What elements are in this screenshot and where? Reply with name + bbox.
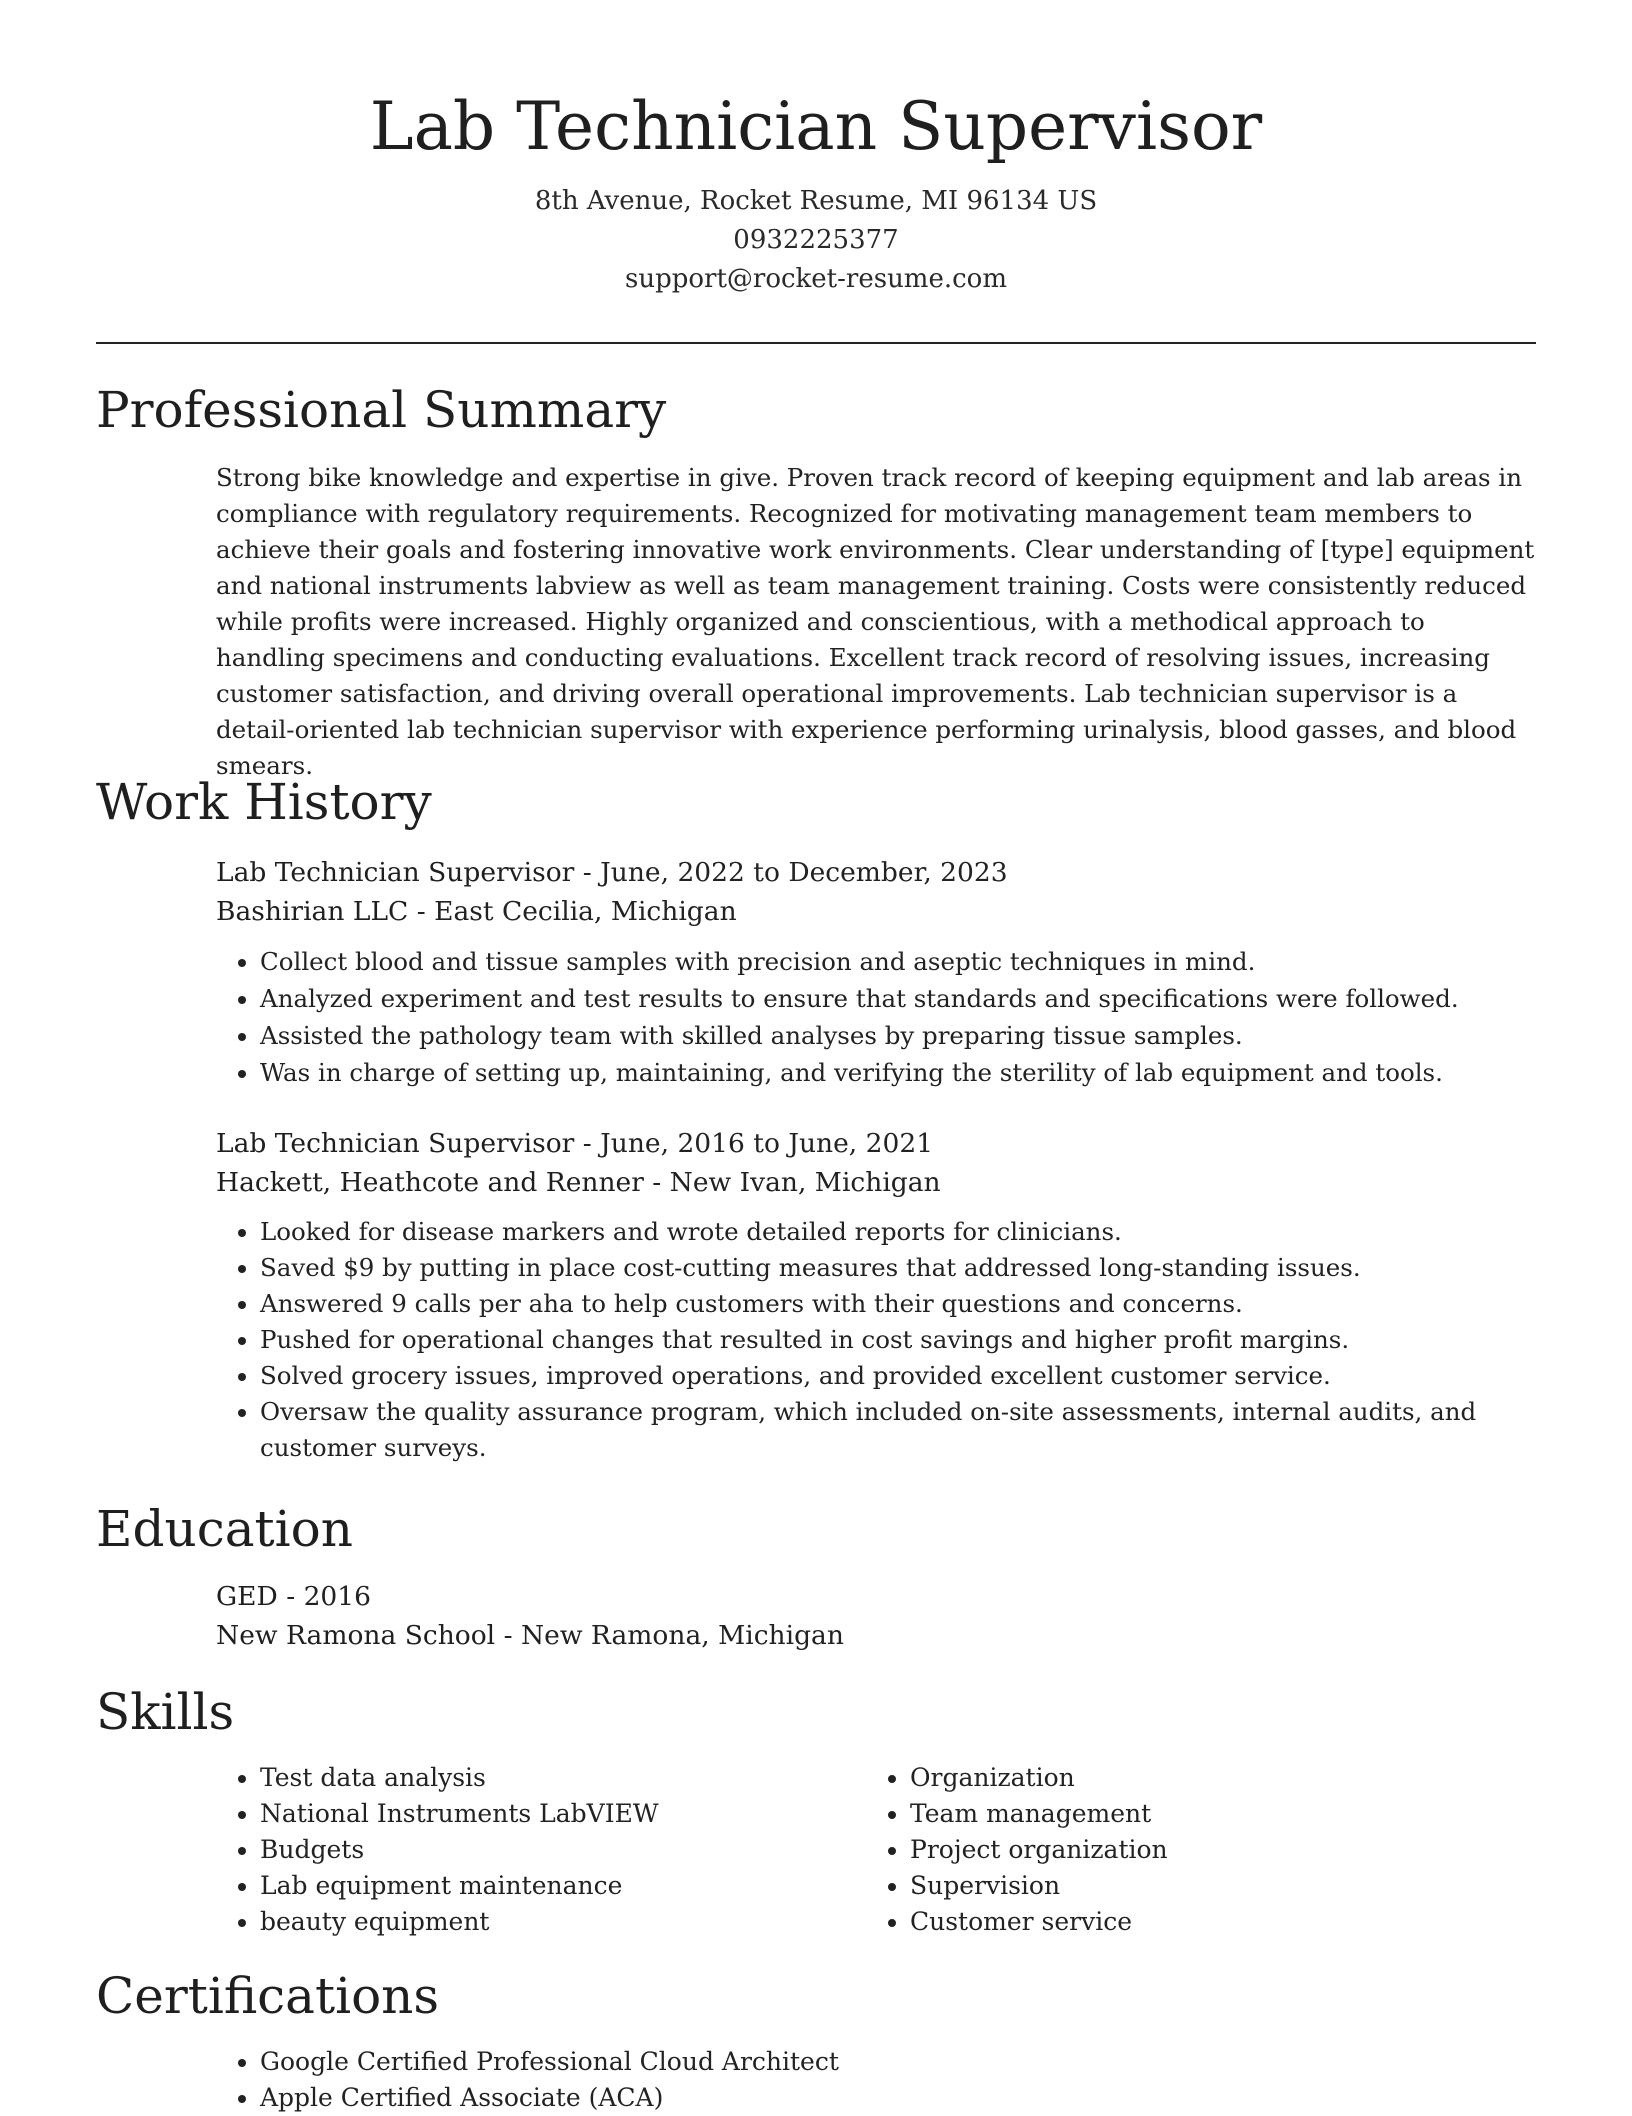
- certification-item: • Google Certified Professional Cloud Architect: [260, 2044, 1536, 2080]
- skill-item: • Team management: [910, 1796, 1486, 1832]
- skill-item: • Supervision: [910, 1868, 1486, 1904]
- job-place-line: [216, 892, 1536, 931]
- job-title-line: [216, 1124, 1536, 1163]
- contact-phone: 0932225377: [733, 225, 899, 255]
- resume-header: [0, 84, 1632, 299]
- job-entry: [216, 1124, 1536, 1466]
- job-bullet: • Looked for disease markers and wrote detailed reports for clinicians.: [260, 1214, 1536, 1250]
- job-bullet: • Pushed for operational changes that resulted in cost savings and higher profit margins.: [260, 1322, 1536, 1358]
- job-bullets: [216, 943, 1536, 1091]
- job-role: Lab Technician Supervisor: [216, 857, 575, 888]
- summary-text: Strong bike knowledge and expertise in give. Proven track record of keeping equipment and lab areas in compliance with regulatory requirements. Recognized for motivating management team members to achieve their goals and fostering innovative work environments. Clear understanding of [type] equipment and national instruments labview as well as team management training. Costs were consistently reduced while profits were increased. Highly organized and conscientious, with a methodical approach to handling specimens and conducting evaluations. Excellent track record of resolving issues, increasing customer satisfaction, and driving overall operational improvements. Lab technician supervisor is a detail-oriented lab technician supervisor with experience performing urinalysis, blood gasses, and blood smears.: [216, 463, 1535, 780]
- work-history-heading: Work History: [96, 773, 432, 831]
- job-bullet: • Assisted the pathology team with skilled analyses by preparing tissue samples.: [260, 1017, 1536, 1054]
- education-year: - 2016: [277, 1581, 372, 1612]
- education-degree: GED: [216, 1581, 278, 1612]
- skills-heading: Skills: [96, 1683, 235, 1741]
- summary-heading: Professional Summary: [96, 381, 667, 439]
- skills-list: [216, 1760, 836, 1940]
- job-title-line: [216, 853, 1536, 892]
- education-school: New Ramona School: [216, 1620, 496, 1651]
- summary-section: [216, 460, 1536, 784]
- job-company: Hackett, Heathcote and Renner: [216, 1167, 644, 1198]
- skills-column-right: [866, 1760, 1486, 1940]
- job-company: Bashirian LLC: [216, 896, 409, 927]
- job-dates: - June, 2022 to December, 2023: [574, 857, 1008, 888]
- certifications-heading: Certifications: [96, 1967, 440, 2025]
- skill-item: • Budgets: [260, 1832, 836, 1868]
- job-bullet: • Answered 9 calls per aha to help customers with their questions and concerns.: [260, 1286, 1536, 1322]
- job-role: Lab Technician Supervisor: [216, 1128, 575, 1159]
- job-bullets: [216, 1214, 1536, 1466]
- job-bullet: • Analyzed experiment and test results to ensure that standards and specifications were followed.: [260, 980, 1536, 1017]
- job-place-line: [216, 1163, 1536, 1202]
- job-bullet: • Solved grocery issues, improved operations, and provided excellent customer service.: [260, 1358, 1536, 1394]
- job-location: - New Ivan, Michigan: [643, 1167, 941, 1198]
- job-bullet: • Was in charge of setting up, maintaining, and verifying the sterility of lab equipment and tools.: [260, 1054, 1536, 1091]
- job-bullet: • Collect blood and tissue samples with precision and aseptic techniques in mind.: [260, 943, 1536, 980]
- header-divider: [96, 342, 1536, 344]
- education-degree-line: [216, 1577, 1536, 1616]
- certifications-list: [216, 2044, 1536, 2116]
- job-location: - East Cecilia, Michigan: [408, 896, 737, 927]
- job-dates: - June, 2016 to June, 2021: [574, 1128, 934, 1159]
- skill-item: • Project organization: [910, 1832, 1486, 1868]
- education-heading: Education: [96, 1500, 353, 1558]
- certification-item: • Apple Certified Associate (ACA): [260, 2080, 1536, 2116]
- contact-block: [0, 182, 1632, 299]
- education-school-line: [216, 1616, 1536, 1655]
- education-entry: [216, 1577, 1536, 1655]
- skills-list: [866, 1760, 1486, 1940]
- job-entry: [216, 853, 1536, 1091]
- job-bullet: • Saved $9 by putting in place cost-cutting measures that addressed long-standing issues.: [260, 1250, 1536, 1286]
- skill-item: • beauty equipment: [260, 1904, 836, 1940]
- skill-item: • Lab equipment maintenance: [260, 1868, 836, 1904]
- skill-item: • Organization: [910, 1760, 1486, 1796]
- contact-email[interactable]: support@rocket-resume.com: [624, 264, 1007, 294]
- job-bullet: • Oversaw the quality assurance program, which included on-site assessments, internal audits, and customer surveys.: [260, 1394, 1536, 1466]
- skill-item: • Customer service: [910, 1904, 1486, 1940]
- skill-item: • Test data analysis: [260, 1760, 836, 1796]
- skill-item: • National Instruments LabVIEW: [260, 1796, 836, 1832]
- candidate-name: Lab Technician Supervisor: [369, 88, 1263, 165]
- education-location: - New Ramona, Michigan: [495, 1620, 844, 1651]
- skills-column-left: [216, 1760, 836, 1940]
- certifications-section: [216, 2044, 1536, 2116]
- contact-address: 8th Avenue, Rocket Resume, MI 96134 US: [534, 186, 1098, 216]
